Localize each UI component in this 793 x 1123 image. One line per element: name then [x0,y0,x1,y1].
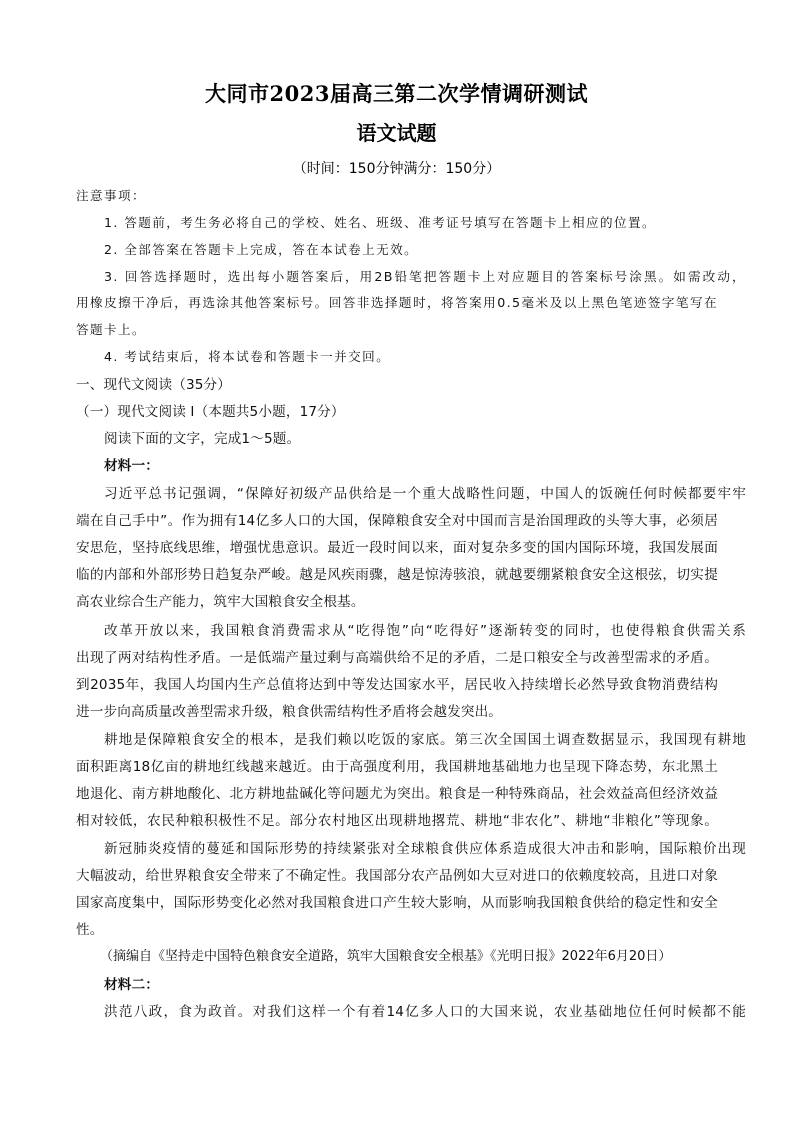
notice-item: 答题卡上。 [76,322,146,337]
paragraph-line: 改革开放以来，我国粮食消费需求从“吃得饱”向“吃得好”逐渐转变的同时，也使得粮食供需关系 [104,623,746,639]
paragraph-line: 大幅波动，给世界粮食安全带来了不确定性。我国部分农产品例如大豆对进口的依赖度较高，且进口对象 [76,868,718,884]
paragraph-line: 高农业综合生产能力，筑牢大国粮食安全根基。 [76,594,365,610]
paragraph-line: 新冠肺炎疫情的蔓延和国际形势的持续紧张对全球粮食供应体系造成很大冲击和影响，国际粮价出现 [104,841,746,857]
paragraph-line: 性。 [76,922,104,938]
paragraph-line: 习近平总书记强调，“保障好初级产品供给是一个重大战略性问题，中国人的饭碗任何时候都要牢牢 [104,486,746,502]
notice-heading: 注意事项： [76,188,146,203]
paragraph-line: 地退化、南方耕地酸化、北方耕地盐碱化等问题尤为突出。粮食是一种特殊商品，社会效益高但经济效益 [76,786,718,802]
paragraph-line: 到2035年，我国人均国内生产总值将达到中等发达国家水平，居民收入持续增长必然导致食物消费结构 [76,677,718,693]
paragraph-line: 洪范八政，食为政首。对我们这样一个有着14亿多人口的大国来说，农业基础地位任何时候都不能 [104,1004,746,1020]
notice-item: 4. 考试结束后，将本试卷和答题卡一并交回。 [104,349,391,364]
paragraph-line: 安思危，坚持底线思维，增强忧患意识。最近一段时间以来，面对复杂多变的国内国际环境，我国发展面 [76,540,718,556]
paragraph-line: 面积距离18亿亩的耕地红线越来越近。由于高强度利用，我国耕地基础地力也呈现下降态势，东北黑土 [76,759,718,775]
time-info: （时间：150分钟满分：150分） [292,161,501,177]
paragraph-line: 耕地是保障粮食安全的根本，是我们赖以吃饭的家底。第三次全国国土调查数据显示，我国现有耕地 [104,732,746,748]
paragraph-line: 临的内部和外部形势日趋复杂严峻。越是风疾雨骤，越是惊涛骇浪，就越要绷紧粮食安全这根弦，切实提 [76,567,718,583]
source-citation: （摘编自《坚持走中国特色粮食安全道路，筑牢大国粮食安全根基》《光明日报》2022年6月20日） [100,949,672,964]
notice-item: 2. 全部答案在答题卡上完成，答在本试卷上无效。 [104,242,419,257]
material-one-label: 材料一： [104,458,159,474]
paragraph-line: 进一步向高质量改善型需求升级，粮食供需结构性矛盾将会越发突出。 [76,704,503,720]
material-two-label: 材料二： [104,977,159,993]
section-title: 一、现代文阅读（35分） [76,377,232,393]
subject-title: 语文试题 [356,121,437,145]
reading-instruction: 阅读下面的文字，完成1～5题。 [104,431,301,447]
subsection-title: （一）现代文阅读 I（本题共5小题，17分） [76,404,345,420]
notice-item: 1. 答题前，考生务必将自己的学校、姓名、班级、准考证号填写在答题卡上相应的位置。 [104,215,656,230]
notice-item: 用橡皮擦干净后，再选涂其他答案标号。回答非选择题时，将答案用0.5毫米及以上黑色笔迹签字笔写在 [76,295,718,310]
paragraph-line: 出现了两对结构性矛盾。一是低端产量过剩与高端供给不足的矛盾，二是口粮安全与改善型需求的矛盾。 [76,650,718,666]
paragraph-line: 端在自己手中”。作为拥有14亿多人口的大国，保障粮食安全对中国而言是治国理政的头等大事，必须居 [76,513,718,529]
exam-title: 大同市2023届高三第二次学情调研测试 [205,81,588,106]
paragraph-line: 国家高度集中，国际形势变化必然对我国粮食进口产生较大影响，从而影响我国粮食供给的稳定性和安全 [76,895,718,911]
paragraph-line: 相对较低，农民种粮积极性不足。部分农村地区出现耕地撂荒、耕地“非农化”、耕地“非粮化”等现象。 [76,813,718,829]
notice-item: 3. 回答选择题时，选出每小题答案后，用2B铅笔把答题卡上对应题目的答案标号涂黑。如需改动， [104,269,746,284]
